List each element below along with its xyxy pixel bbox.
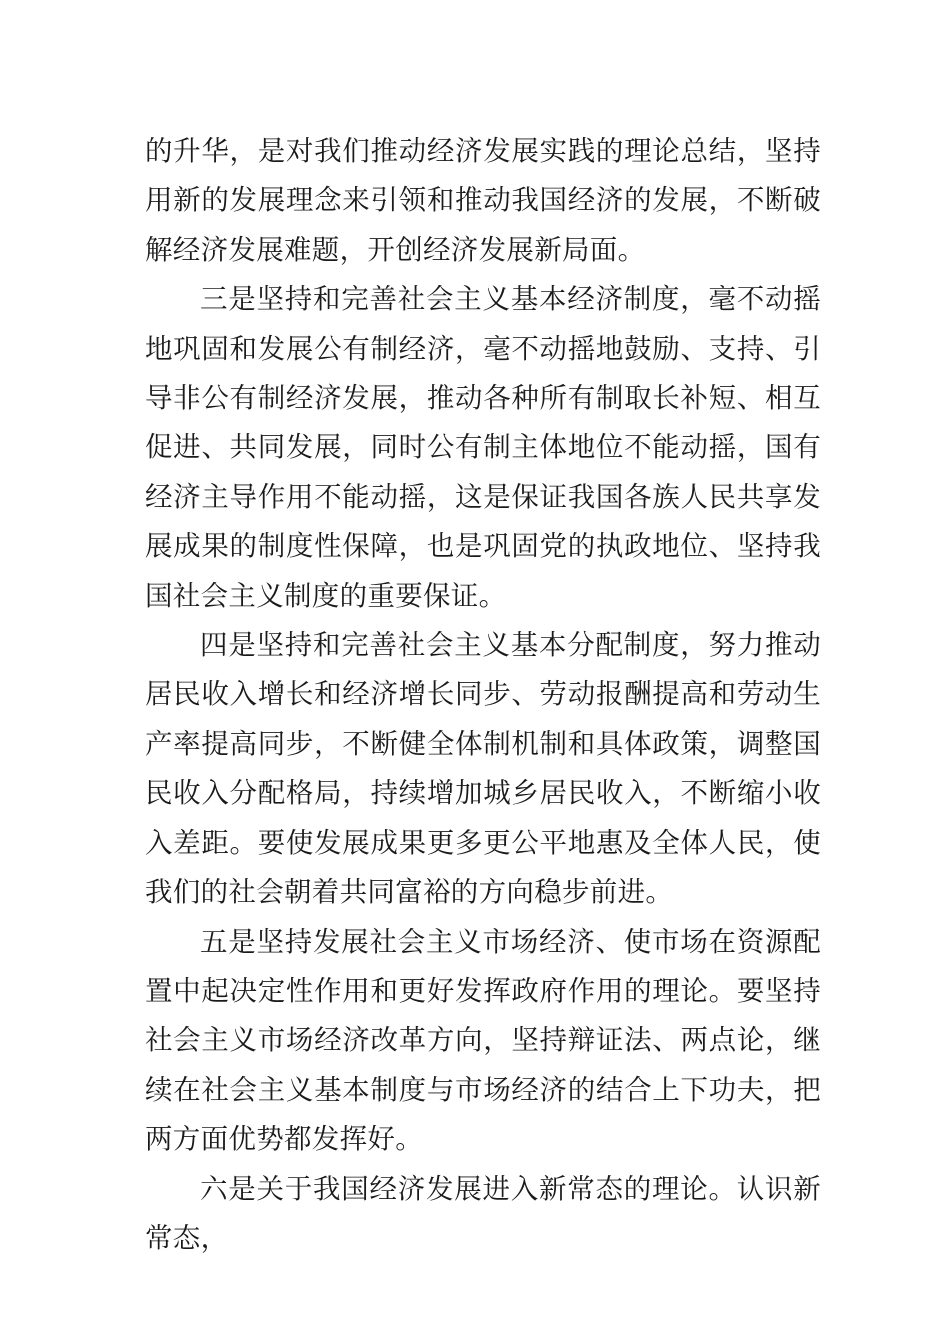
paragraph-continuation: 的升华，是对我们推动经济发展实践的理论总结，坚持用新的发展理念来引领和推动我国经济的发展，不断破解经济发展难题，开创经济发展新局面。	[145, 135, 821, 266]
paragraph-point-five: 五是坚持发展社会主义市场经济、使市场在资源配置中起决定性作用和更好发挥政府作用的理论。要坚持社会主义市场经济改革方向，坚持辩证法、两点论，继续在社会主义基本制度与市场经济的结合上下功夫，把两方面优势都发挥好。	[145, 925, 821, 1156]
paragraph-point-three: 三是坚持和完善社会主义基本经济制度，毫不动摇地巩固和发展公有制经济，毫不动摇地鼓励、支持、引导非公有制经济发展，推动各种所有制取长补短、相互促进、共同发展，同时公有制主体地位不能动摇，国有经济主导作用不能动摇，这是保证我国各族人民共享发展成果的制度性保障，也是巩固党的执政地位、坚持我国社会主义制度的重要保证。	[145, 283, 821, 612]
paragraph-point-four: 四是坚持和完善社会主义基本分配制度，努力推动居民收入增长和经济增长同步、劳动报酬提高和劳动生产率提高同步，不断健全体制机制和具体政策，调整国民收入分配格局，持续增加城乡居民收入，不断缩小收入差距。要使发展成果更多更公平地惠及全体人民，使我们的社会朝着共同富裕的方向稳步前进。	[145, 629, 821, 909]
document-body	[145, 127, 821, 1263]
paragraph-point-six: 六是关于我国经济发展进入新常态的理论。认识新常态，	[145, 1172, 821, 1254]
